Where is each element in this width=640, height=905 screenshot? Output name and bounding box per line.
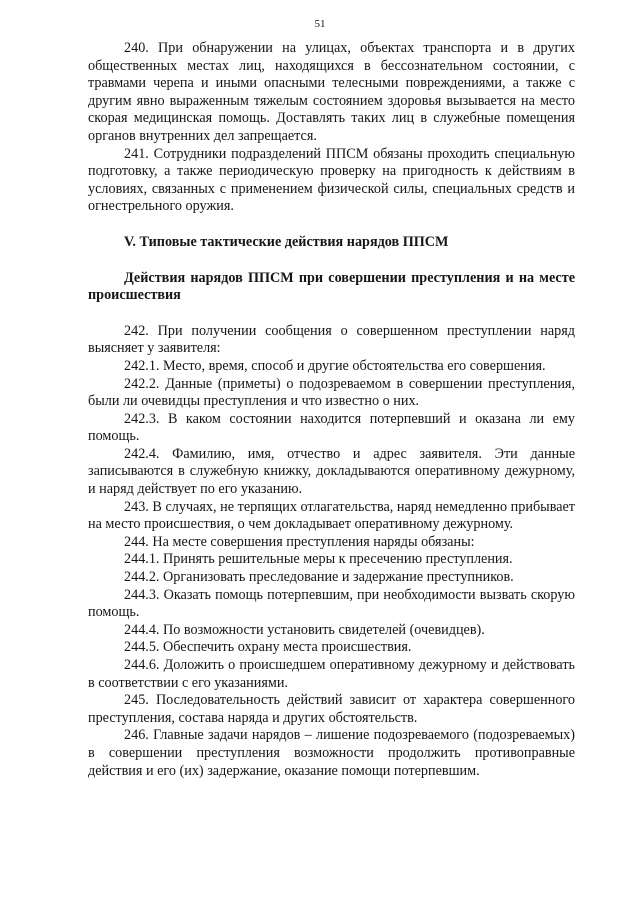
paragraph-244-2: 244.2. Организовать преследование и задержание преступников. — [124, 569, 514, 586]
paragraph-244-4: 244.4. По возможности установить свидетелей (очевидцев). — [124, 621, 485, 638]
paragraph-242: 242. При получении сообщения о совершенном преступлении наряд выясняет у заявителя: — [88, 322, 575, 357]
paragraph-242-2: 242.2. Данные (приметы) о подозреваемом в совершении преступления, были ли очевидцы преступления и что известно о них. — [88, 375, 575, 410]
paragraph-242-3: 242.3. В каком состоянии находится потерпевший и оказана ли ему помощь. — [88, 410, 575, 445]
page-content — [88, 40, 575, 780]
paragraph-242-4: 242.4. Фамилию, имя, отчество и адрес заявителя. Эти данные записываются в служебную книжку, докладываются оперативному дежурному, и наряд действует по его указанию. — [88, 445, 575, 498]
paragraph-245: 245. Последовательность действий зависит от характера совершенного преступления, состава наряда и других обстоятельств. — [88, 692, 575, 726]
section-title: V. Типовые тактические действия нарядов ППСМ — [124, 233, 449, 250]
spacer — [88, 305, 575, 323]
paragraph-244-3: 244.3. Оказать помощь потерпевшим, при необходимости вызвать скорую помощь. — [88, 586, 575, 621]
paragraph-246: 246. Главные задачи нарядов – лишение подозреваемого (подозреваемых) в совершении преступления возможности продолжить противоправные действия и его (их) задержание, оказание помощи потерпевшим. — [88, 727, 575, 779]
paragraph-242-1: 242.1. Место, время, способ и другие обстоятельства его совершения. — [124, 357, 546, 374]
paragraph-241: 241. Сотрудники подразделений ППСМ обязаны проходить специальную подготовку, а также периодическую проверку на пригодность к действиям в условиях, связанных с применением физической силы, специальных средств и огнестрельного оружия. — [88, 145, 575, 215]
paragraph-244-6: 244.6. Доложить о происшедшем оперативному дежурному и действовать в соответствии с его указаниями. — [88, 657, 575, 691]
page-number: 51 — [314, 18, 326, 30]
spacer — [88, 216, 575, 234]
paragraph-243: 243. В случаях, не терпящих отлагательства, наряд немедленно прибывает на место происшествия, о чем докладывает оперативному дежурному. — [88, 498, 575, 533]
subsection-title: Действия нарядов ППСМ при совершении преступления и на месте происшествия — [88, 269, 575, 304]
paragraph-244: 244. На месте совершения преступления наряды обязаны: — [124, 533, 475, 550]
paragraph-240: 240. При обнаружении на улицах, объектах транспорта и в других общественных местах лиц, находящихся в бессознательном состоянии, с травмами черепа и иными опасными телесными повреждениями, а также с другим явно выраженным тяжелым состоянием здоровья вызывается на место скорая медицинская помощь. Доставлять таких лиц в служебные помещения органов внутренних дел запрещается. — [88, 40, 575, 144]
spacer — [88, 252, 575, 270]
paragraph-244-5: 244.5. Обеспечить охрану места происшествия. — [124, 639, 412, 656]
paragraph-244-1: 244.1. Принять решительные меры к пресечению преступления. — [124, 551, 513, 568]
